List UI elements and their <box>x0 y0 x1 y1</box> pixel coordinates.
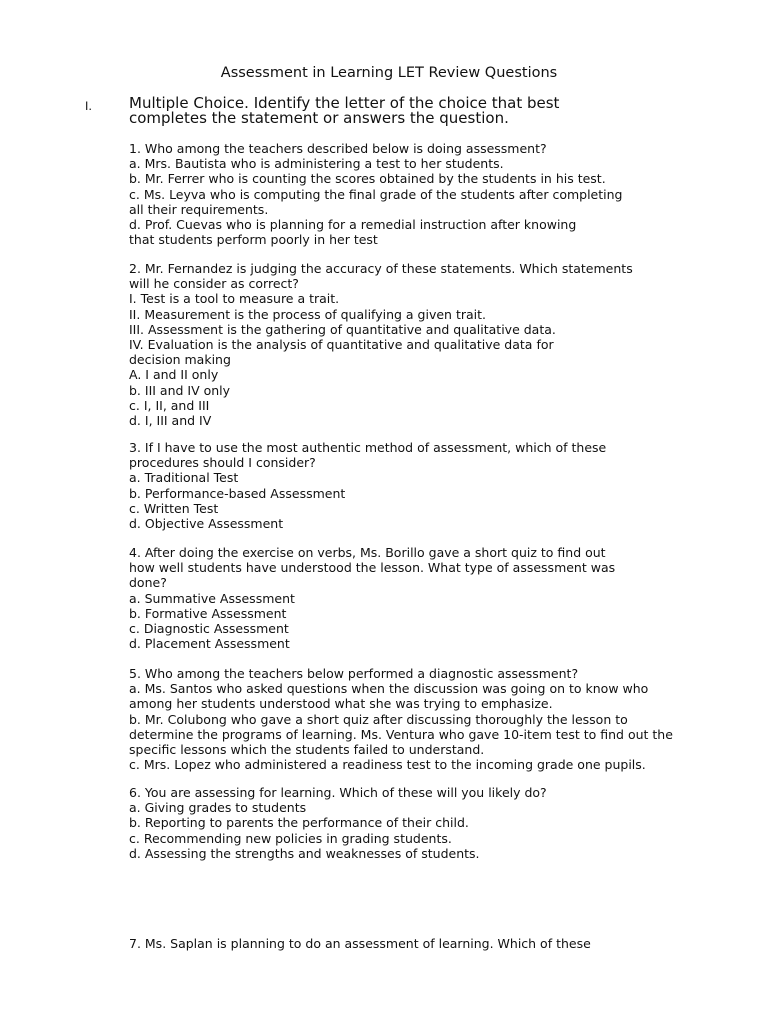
question-line: 3. If I have to use the most authentic method of assessment, which of these <box>129 440 607 455</box>
question-line: a. Traditional Test <box>129 470 239 486</box>
question-1 <box>129 141 729 247</box>
question-line: A. I and II only <box>129 367 219 383</box>
question-line: c. Mrs. Lopez who administered a readiness test to the incoming grade one pupils. <box>129 757 646 773</box>
question-line: determine the programs of learning. Ms. Ventura who gave 10-item test to find out the <box>129 726 673 742</box>
question-line: specific lessons which the students failed to understand. <box>129 742 485 758</box>
question-2 <box>129 261 729 428</box>
question-line: how well students have understood the lesson. What type of assessment was <box>129 560 616 576</box>
question-line: all their requirements. <box>129 201 269 217</box>
question-line: that students perform poorly in her test <box>129 232 378 248</box>
question-line: III. Assessment is the gathering of quantitative and qualitative data. <box>129 321 556 337</box>
question-line: among her students understood what she was trying to emphasize. <box>129 696 553 712</box>
question-7 <box>129 936 729 951</box>
question-line: a. Mrs. Bautista who is administering a test to her students. <box>129 156 504 172</box>
document-title: Assessment in Learning LET Review Questions <box>220 65 558 81</box>
question-line: c. I, II, and III <box>129 397 210 413</box>
question-6 <box>129 785 729 861</box>
question-line: decision making <box>129 352 231 368</box>
question-line: b. Reporting to parents the performance of their child. <box>129 815 469 831</box>
question-line: b. Performance-based Assessment <box>129 485 346 501</box>
question-line: b. III and IV only <box>129 382 231 398</box>
question-line: d. Placement Assessment <box>129 636 290 652</box>
question-line: 1. Who among the teachers described below is doing assessment? <box>129 141 547 156</box>
question-line: c. Written Test <box>129 500 219 516</box>
question-3 <box>129 440 729 531</box>
question-5 <box>129 666 729 772</box>
question-line: d. I, III and IV <box>129 413 212 429</box>
question-line: 5. Who among the teachers below performed a diagnostic assessment? <box>129 666 579 681</box>
question-line: b. Formative Assessment <box>129 605 287 621</box>
question-line: 2. Mr. Fernandez is judging the accuracy of these statements. Which statements <box>129 261 633 276</box>
question-line: 6. You are assessing for learning. Which of these will you likely do? <box>129 785 547 800</box>
question-line: c. Diagnostic Assessment <box>129 621 289 637</box>
question-line: a. Ms. Santos who asked questions when the discussion was going on to know who <box>129 681 649 697</box>
question-line: d. Prof. Cuevas who is planning for a remedial instruction after knowing <box>129 217 577 233</box>
question-4 <box>129 545 729 651</box>
section-heading-line: Multiple Choice. Identify the letter of the choice that best <box>129 94 560 112</box>
question-line: will he consider as correct? <box>129 276 299 292</box>
question-line: II. Measurement is the process of qualifying a given trait. <box>129 306 487 322</box>
question-line: a. Summative Assessment <box>129 590 295 606</box>
question-line: c. Recommending new policies in grading students. <box>129 830 452 846</box>
question-line: IV. Evaluation is the analysis of quantitative and qualitative data for <box>129 337 554 353</box>
section-heading <box>129 96 689 126</box>
question-line: a. Giving grades to students <box>129 800 307 816</box>
question-line: done? <box>129 575 167 591</box>
question-line: 7. Ms. Saplan is planning to do an assessment of learning. Which of these <box>129 936 591 951</box>
question-line: 4. After doing the exercise on verbs, Ms. Borillo gave a short quiz to find out <box>129 545 606 560</box>
question-line: I. Test is a tool to measure a trait. <box>129 291 340 307</box>
question-line: b. Mr. Colubong who gave a short quiz after discussing thoroughly the lesson to <box>129 711 628 727</box>
question-line: b. Mr. Ferrer who is counting the scores obtained by the students in his test. <box>129 171 606 187</box>
question-line: procedures should I consider? <box>129 455 316 471</box>
question-line: d. Assessing the strengths and weaknesses of students. <box>129 845 480 861</box>
question-line: d. Objective Assessment <box>129 516 284 532</box>
section-heading-line: completes the statement or answers the question. <box>129 109 509 127</box>
question-line: c. Ms. Leyva who is computing the final grade of the students after completing <box>129 186 623 202</box>
section-number: I. <box>85 99 93 113</box>
